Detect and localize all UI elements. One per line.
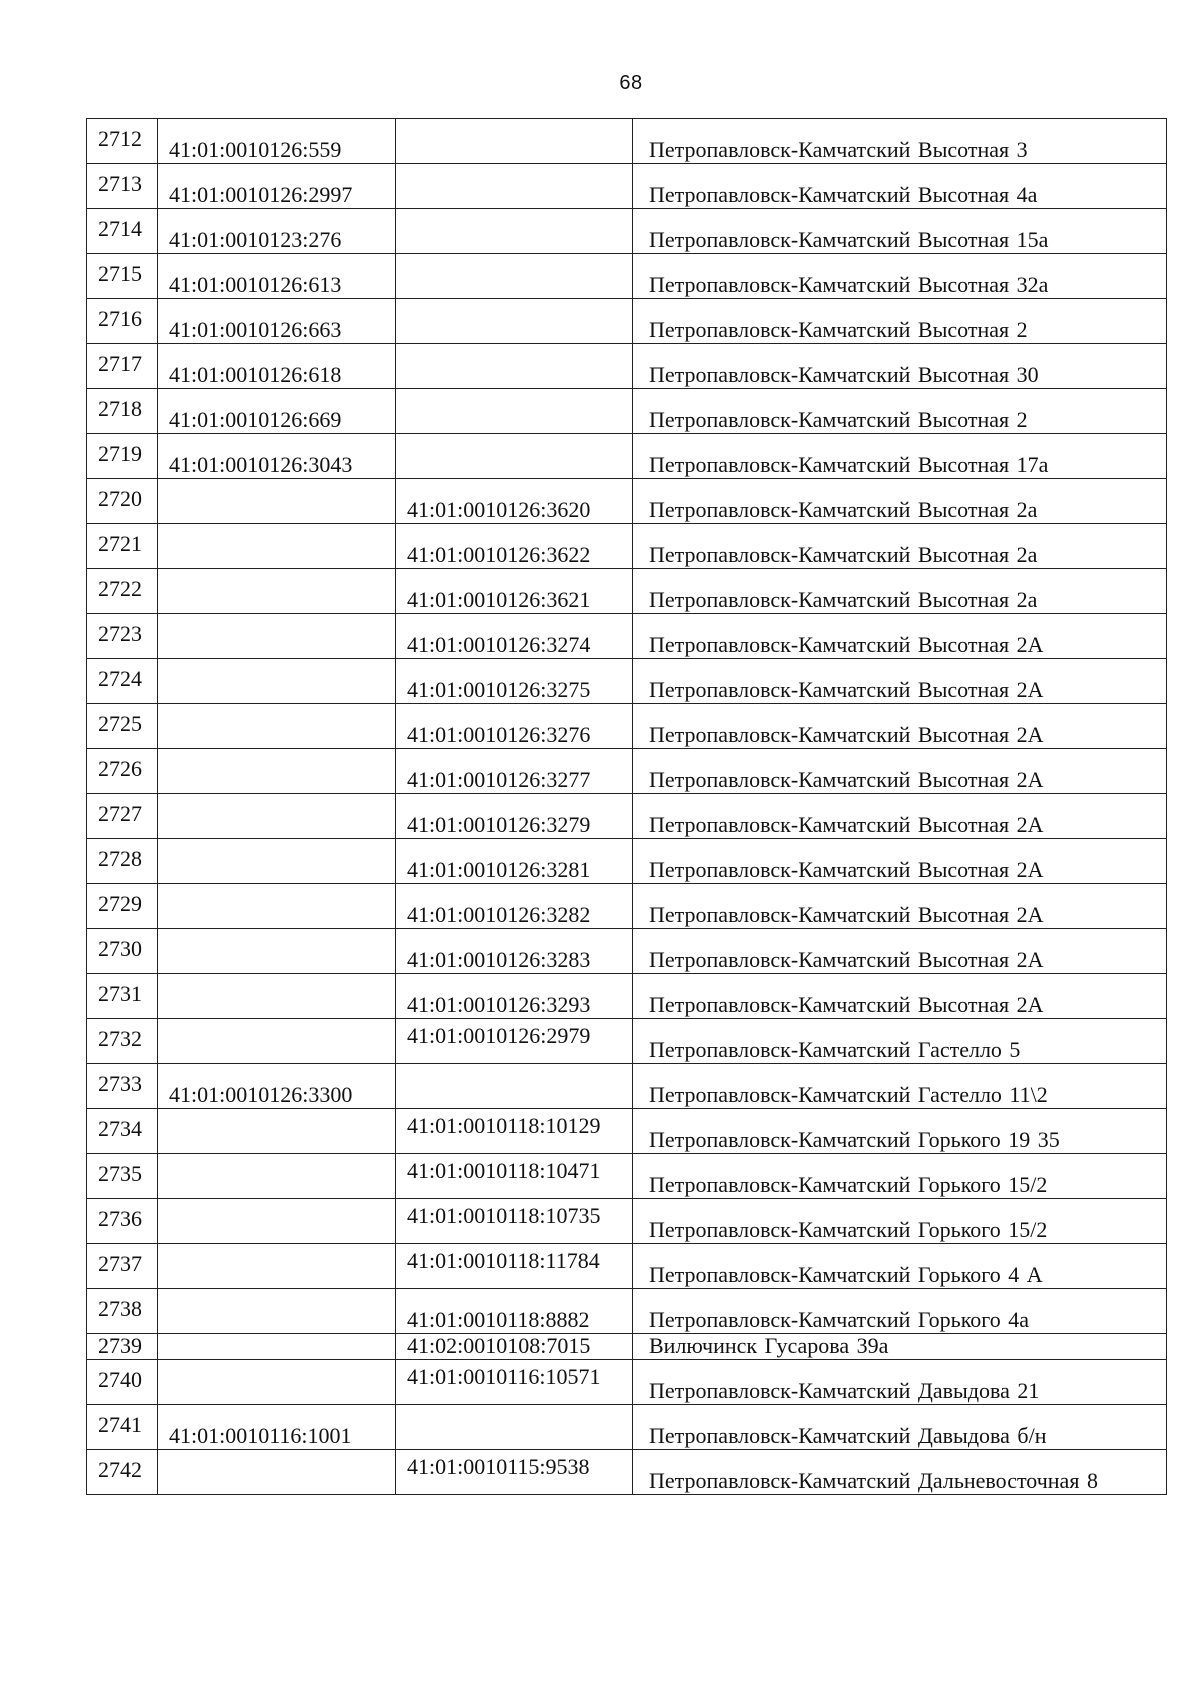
cadastral-number-alt-cell xyxy=(396,389,633,434)
address-cell-text: Петропавловск-Камчатский Высотная 17а xyxy=(649,452,1049,477)
address-cell xyxy=(633,1199,1167,1244)
row-number-cell xyxy=(87,164,158,209)
cadastral-number-cell-text: 41:01:0010126:3300 xyxy=(169,1082,353,1107)
address-cell-text: Петропавловск-Камчатский Высотная 2 xyxy=(649,407,1028,432)
address-cell xyxy=(633,299,1167,344)
cadastral-number-alt-cell xyxy=(396,839,633,884)
cadastral-number-cell xyxy=(158,884,396,929)
cadastral-number-alt-cell-text: 41:01:0010126:3282 xyxy=(407,902,591,927)
address-cell-text: Петропавловск-Камчатский Высотная 2а xyxy=(649,542,1038,567)
address-cell-text: Петропавловск-Камчатский Высотная 3 xyxy=(649,137,1028,162)
cadastral-number-alt-cell-text: 41:01:0010126:3275 xyxy=(407,677,591,702)
address-cell-text: Петропавловск-Камчатский Высотная 4а xyxy=(649,182,1038,207)
address-cell-text: Петропавловск-Камчатский Горького 19 35 xyxy=(649,1127,1060,1152)
cadastral-number-alt-cell xyxy=(396,479,633,524)
cadastral-number-cell xyxy=(158,1360,396,1405)
row-number-cell-text: 2727 xyxy=(98,801,142,826)
row-number-cell-text: 2724 xyxy=(98,666,142,691)
cadastral-number-alt-cell xyxy=(396,1450,633,1495)
cadastral-number-alt-cell xyxy=(396,749,633,794)
cadastral-number-alt-cell-text: 41:01:0010116:10571 xyxy=(407,1364,601,1389)
cadastral-number-alt-cell-text: 41:01:0010126:3622 xyxy=(407,542,591,567)
cadastral-number-alt-cell xyxy=(396,1405,633,1450)
row-number-cell-text: 2720 xyxy=(98,486,142,511)
address-cell-text: Вилючинск Гусарова 39а xyxy=(649,1333,889,1358)
row-number-cell xyxy=(87,659,158,704)
row-number-cell xyxy=(87,839,158,884)
cadastral-number-cell xyxy=(158,524,396,569)
row-number-cell-text: 2729 xyxy=(98,891,142,916)
row-number-cell xyxy=(87,434,158,479)
row-number-cell-text: 2730 xyxy=(98,936,142,961)
cadastral-number-cell-text: 41:01:0010126:669 xyxy=(169,407,342,432)
cadastral-number-alt-cell xyxy=(396,974,633,1019)
address-cell xyxy=(633,1450,1167,1495)
row-number-cell xyxy=(87,1109,158,1154)
address-cell xyxy=(633,524,1167,569)
cadastral-number-alt-cell-text: 41:01:0010126:3276 xyxy=(407,722,591,747)
row-number-cell-text: 2726 xyxy=(98,756,142,781)
row-number-cell-text: 2725 xyxy=(98,711,142,736)
row-number-cell xyxy=(87,1450,158,1495)
row-number-cell xyxy=(87,569,158,614)
table-row xyxy=(87,1360,1167,1405)
cadastral-number-cell-text: 41:01:0010126:663 xyxy=(169,317,342,342)
cadastral-number-cell xyxy=(158,569,396,614)
address-cell-text: Петропавловск-Камчатский Высотная 2А xyxy=(649,632,1044,657)
cadastral-number-alt-cell xyxy=(396,164,633,209)
cadastral-number-alt-cell-text: 41:01:0010126:3620 xyxy=(407,497,591,522)
row-number-cell xyxy=(87,614,158,659)
cadastral-number-cell xyxy=(158,479,396,524)
cadastral-number-cell-text: 41:01:0010126:3043 xyxy=(169,452,353,477)
address-cell-text: Петропавловск-Камчатский Высотная 30 xyxy=(649,362,1039,387)
row-number-cell-text: 2721 xyxy=(98,531,142,556)
cadastral-number-alt-cell xyxy=(396,929,633,974)
address-cell xyxy=(633,1289,1167,1334)
address-cell xyxy=(633,1109,1167,1154)
row-number-cell-text: 2718 xyxy=(98,396,142,421)
cadastral-number-cell xyxy=(158,1154,396,1199)
row-number-cell-text: 2742 xyxy=(98,1457,142,1482)
cadastral-number-cell xyxy=(158,1405,396,1450)
cadastral-number-cell xyxy=(158,1199,396,1244)
address-cell xyxy=(633,209,1167,254)
address-cell xyxy=(633,389,1167,434)
row-number-cell xyxy=(87,1019,158,1064)
cadastral-number-alt-cell xyxy=(396,1360,633,1405)
address-cell-text: Петропавловск-Камчатский Горького 4 А xyxy=(649,1262,1043,1287)
cadastral-number-alt-cell xyxy=(396,1154,633,1199)
cadastral-number-cell xyxy=(158,794,396,839)
cadastral-number-alt-cell-text: 41:01:0010118:8882 xyxy=(407,1307,590,1332)
cadastral-number-cell xyxy=(158,1109,396,1154)
cadastral-number-alt-cell xyxy=(396,299,633,344)
address-cell xyxy=(633,569,1167,614)
cadastral-number-cell xyxy=(158,1064,396,1109)
row-number-cell-text: 2741 xyxy=(98,1412,142,1437)
cadastral-number-cell xyxy=(158,704,396,749)
address-cell-text: Петропавловск-Камчатский Высотная 2а xyxy=(649,497,1038,522)
address-cell-text: Петропавловск-Камчатский Высотная 2А xyxy=(649,812,1044,837)
address-cell xyxy=(633,1064,1167,1109)
address-cell-text: Петропавловск-Камчатский Гастелло 11\2 xyxy=(649,1082,1048,1107)
address-cell-text: Петропавловск-Камчатский Дальневосточная 8 xyxy=(649,1468,1098,1493)
address-cell-text: Петропавловск-Камчатский Высотная 2А xyxy=(649,767,1044,792)
cadastral-number-cell xyxy=(158,164,396,209)
address-cell-text: Петропавловск-Камчатский Высотная 2 xyxy=(649,317,1028,342)
cadastral-number-alt-cell xyxy=(396,1334,633,1360)
row-number-cell-text: 2723 xyxy=(98,621,142,646)
table-row xyxy=(87,1450,1167,1495)
row-number-cell xyxy=(87,1360,158,1405)
row-number-cell-text: 2728 xyxy=(98,846,142,871)
cadastral-number-alt-cell xyxy=(396,209,633,254)
row-number-cell xyxy=(87,1244,158,1289)
row-number-cell xyxy=(87,1334,158,1360)
cadastral-register-table xyxy=(86,118,1167,1495)
address-cell xyxy=(633,254,1167,299)
row-number-cell-text: 2740 xyxy=(98,1367,142,1392)
row-number-cell-text: 2737 xyxy=(98,1251,142,1276)
row-number-cell-text: 2722 xyxy=(98,576,142,601)
address-cell-text: Петропавловск-Камчатский Высотная 15а xyxy=(649,227,1049,252)
table-row xyxy=(87,1109,1167,1154)
cadastral-number-alt-cell xyxy=(396,254,633,299)
table-row xyxy=(87,1405,1167,1450)
cadastral-number-alt-cell-text: 41:01:0010126:3283 xyxy=(407,947,591,972)
row-number-cell-text: 2731 xyxy=(98,981,142,1006)
address-cell xyxy=(633,929,1167,974)
table-row xyxy=(87,1334,1167,1360)
row-number-cell-text: 2719 xyxy=(98,441,142,466)
table-row xyxy=(87,1019,1167,1064)
address-cell-text: Петропавловск-Камчатский Высотная 2А xyxy=(649,722,1044,747)
address-cell xyxy=(633,839,1167,884)
cadastral-number-alt-cell-text: 41:01:0010118:10471 xyxy=(407,1158,601,1183)
cadastral-number-alt-cell xyxy=(396,614,633,659)
row-number-cell xyxy=(87,119,158,164)
row-number-cell xyxy=(87,209,158,254)
cadastral-number-alt-cell xyxy=(396,1244,633,1289)
table-row xyxy=(87,434,1167,479)
row-number-cell xyxy=(87,344,158,389)
cadastral-number-alt-cell xyxy=(396,704,633,749)
address-cell xyxy=(633,434,1167,479)
row-number-cell xyxy=(87,704,158,749)
cadastral-number-cell xyxy=(158,659,396,704)
cadastral-number-alt-cell-text: 41:01:0010115:9538 xyxy=(407,1454,590,1479)
table-row xyxy=(87,344,1167,389)
cadastral-number-alt-cell-text: 41:01:0010126:3279 xyxy=(407,812,591,837)
address-cell xyxy=(633,704,1167,749)
row-number-cell-text: 2715 xyxy=(98,261,142,286)
address-cell xyxy=(633,164,1167,209)
cadastral-number-alt-cell-text: 41:01:0010118:10129 xyxy=(407,1113,601,1138)
cadastral-number-alt-cell-text: 41:01:0010126:2979 xyxy=(407,1023,591,1048)
address-cell-text: Петропавловск-Камчатский Высотная 2А xyxy=(649,677,1044,702)
address-cell xyxy=(633,794,1167,839)
address-cell xyxy=(633,119,1167,164)
row-number-cell-text: 2716 xyxy=(98,306,142,331)
address-cell xyxy=(633,1154,1167,1199)
cadastral-number-alt-cell xyxy=(396,344,633,389)
cadastral-number-alt-cell-text: 41:02:0010108:7015 xyxy=(407,1333,591,1358)
cadastral-number-alt-cell-text: 41:01:0010126:3274 xyxy=(407,632,591,657)
table-row xyxy=(87,929,1167,974)
cadastral-number-cell xyxy=(158,119,396,164)
row-number-cell xyxy=(87,1154,158,1199)
cadastral-number-cell xyxy=(158,254,396,299)
table-row xyxy=(87,1154,1167,1199)
row-number-cell-text: 2712 xyxy=(98,126,142,151)
address-cell-text: Петропавловск-Камчатский Горького 15/2 xyxy=(649,1172,1048,1197)
table-row xyxy=(87,1244,1167,1289)
row-number-cell-text: 2733 xyxy=(98,1071,142,1096)
table-row xyxy=(87,209,1167,254)
table-row xyxy=(87,614,1167,659)
cadastral-number-cell xyxy=(158,839,396,884)
row-number-cell xyxy=(87,1199,158,1244)
cadastral-number-alt-cell xyxy=(396,119,633,164)
table-body xyxy=(87,119,1167,1495)
row-number-cell-text: 2717 xyxy=(98,351,142,376)
address-cell-text: Петропавловск-Камчатский Высотная 2А xyxy=(649,947,1044,972)
address-cell-text: Петропавловск-Камчатский Гастелло 5 xyxy=(649,1037,1021,1062)
cadastral-number-alt-cell-text: 41:01:0010126:3277 xyxy=(407,767,591,792)
address-cell xyxy=(633,1360,1167,1405)
table-row xyxy=(87,794,1167,839)
cadastral-number-cell xyxy=(158,929,396,974)
row-number-cell-text: 2735 xyxy=(98,1161,142,1186)
address-cell xyxy=(633,344,1167,389)
cadastral-number-cell xyxy=(158,209,396,254)
row-number-cell xyxy=(87,974,158,1019)
row-number-cell-text: 2739 xyxy=(98,1333,142,1358)
address-cell xyxy=(633,749,1167,794)
cadastral-number-alt-cell xyxy=(396,794,633,839)
row-number-cell xyxy=(87,299,158,344)
table-row xyxy=(87,119,1167,164)
table-row xyxy=(87,569,1167,614)
row-number-cell-text: 2738 xyxy=(98,1296,142,1321)
address-cell xyxy=(633,479,1167,524)
table-row xyxy=(87,254,1167,299)
cadastral-number-cell xyxy=(158,299,396,344)
cadastral-number-alt-cell xyxy=(396,524,633,569)
row-number-cell xyxy=(87,884,158,929)
cadastral-number-cell xyxy=(158,1244,396,1289)
address-cell-text: Петропавловск-Камчатский Давыдова б/н xyxy=(649,1423,1047,1448)
row-number-cell-text: 2714 xyxy=(98,216,142,241)
cadastral-number-alt-cell xyxy=(396,884,633,929)
address-cell-text: Петропавловск-Камчатский Высотная 2А xyxy=(649,902,1044,927)
row-number-cell xyxy=(87,1064,158,1109)
address-cell xyxy=(633,1244,1167,1289)
cadastral-number-cell-text: 41:01:0010116:1001 xyxy=(169,1423,352,1448)
table-row xyxy=(87,659,1167,704)
cadastral-number-alt-cell-text: 41:01:0010118:10735 xyxy=(407,1203,601,1228)
cadastral-number-alt-cell xyxy=(396,1199,633,1244)
cadastral-number-cell xyxy=(158,974,396,1019)
table-row xyxy=(87,1064,1167,1109)
address-cell-text: Петропавловск-Камчатский Высотная 2а xyxy=(649,587,1038,612)
address-cell-text: Петропавловск-Камчатский Высотная 2А xyxy=(649,992,1044,1017)
row-number-cell-text: 2713 xyxy=(98,171,142,196)
cadastral-number-cell xyxy=(158,749,396,794)
cadastral-number-alt-cell xyxy=(396,1019,633,1064)
cadastral-number-cell xyxy=(158,344,396,389)
cadastral-number-cell xyxy=(158,434,396,479)
row-number-cell xyxy=(87,749,158,794)
table-row xyxy=(87,299,1167,344)
row-number-cell xyxy=(87,479,158,524)
table-row xyxy=(87,1199,1167,1244)
cadastral-number-alt-cell xyxy=(396,1064,633,1109)
cadastral-number-alt-cell-text: 41:01:0010126:3281 xyxy=(407,857,591,882)
address-cell xyxy=(633,884,1167,929)
cadastral-number-cell xyxy=(158,1450,396,1495)
row-number-cell-text: 2736 xyxy=(98,1206,142,1231)
cadastral-number-cell xyxy=(158,1334,396,1360)
table-row xyxy=(87,974,1167,1019)
row-number-cell xyxy=(87,254,158,299)
table-row xyxy=(87,839,1167,884)
table-row xyxy=(87,524,1167,569)
cadastral-number-alt-cell xyxy=(396,434,633,479)
address-cell xyxy=(633,1334,1167,1360)
cadastral-number-alt-cell-text: 41:01:0010118:11784 xyxy=(407,1248,600,1273)
cadastral-number-alt-cell-text: 41:01:0010126:3621 xyxy=(407,587,591,612)
cadastral-number-alt-cell xyxy=(396,569,633,614)
row-number-cell xyxy=(87,1405,158,1450)
cadastral-number-cell xyxy=(158,1289,396,1334)
address-cell xyxy=(633,614,1167,659)
address-cell xyxy=(633,659,1167,704)
address-cell xyxy=(633,1019,1167,1064)
cadastral-number-alt-cell xyxy=(396,1289,633,1334)
cadastral-number-cell xyxy=(158,614,396,659)
row-number-cell xyxy=(87,929,158,974)
address-cell-text: Петропавловск-Камчатский Высотная 2А xyxy=(649,857,1044,882)
cadastral-number-cell xyxy=(158,389,396,434)
cadastral-number-cell-text: 41:01:0010126:559 xyxy=(169,137,342,162)
table-row xyxy=(87,884,1167,929)
row-number-cell xyxy=(87,524,158,569)
table-row xyxy=(87,389,1167,434)
address-cell-text: Петропавловск-Камчатский Высотная 32а xyxy=(649,272,1049,297)
table-row xyxy=(87,479,1167,524)
cadastral-number-alt-cell xyxy=(396,659,633,704)
cadastral-number-cell-text: 41:01:0010123:276 xyxy=(169,227,342,252)
cadastral-number-cell-text: 41:01:0010126:2997 xyxy=(169,182,353,207)
cadastral-number-cell xyxy=(158,1019,396,1064)
row-number-cell xyxy=(87,389,158,434)
cadastral-number-cell-text: 41:01:0010126:618 xyxy=(169,362,342,387)
cadastral-number-alt-cell-text: 41:01:0010126:3293 xyxy=(407,992,591,1017)
cadastral-number-cell-text: 41:01:0010126:613 xyxy=(169,272,342,297)
table-row xyxy=(87,1289,1167,1334)
table-row xyxy=(87,164,1167,209)
address-cell-text: Петропавловск-Камчатский Горького 15/2 xyxy=(649,1217,1048,1242)
page-number: 68 xyxy=(619,72,643,94)
row-number-cell xyxy=(87,1289,158,1334)
row-number-cell xyxy=(87,794,158,839)
address-cell-text: Петропавловск-Камчатский Давыдова 21 xyxy=(649,1378,1040,1403)
address-cell xyxy=(633,974,1167,1019)
row-number-cell-text: 2732 xyxy=(98,1026,142,1051)
table-row xyxy=(87,749,1167,794)
cadastral-number-alt-cell xyxy=(396,1109,633,1154)
row-number-cell-text: 2734 xyxy=(98,1116,142,1141)
address-cell xyxy=(633,1405,1167,1450)
table-row xyxy=(87,704,1167,749)
address-cell-text: Петропавловск-Камчатский Горького 4а xyxy=(649,1307,1030,1332)
